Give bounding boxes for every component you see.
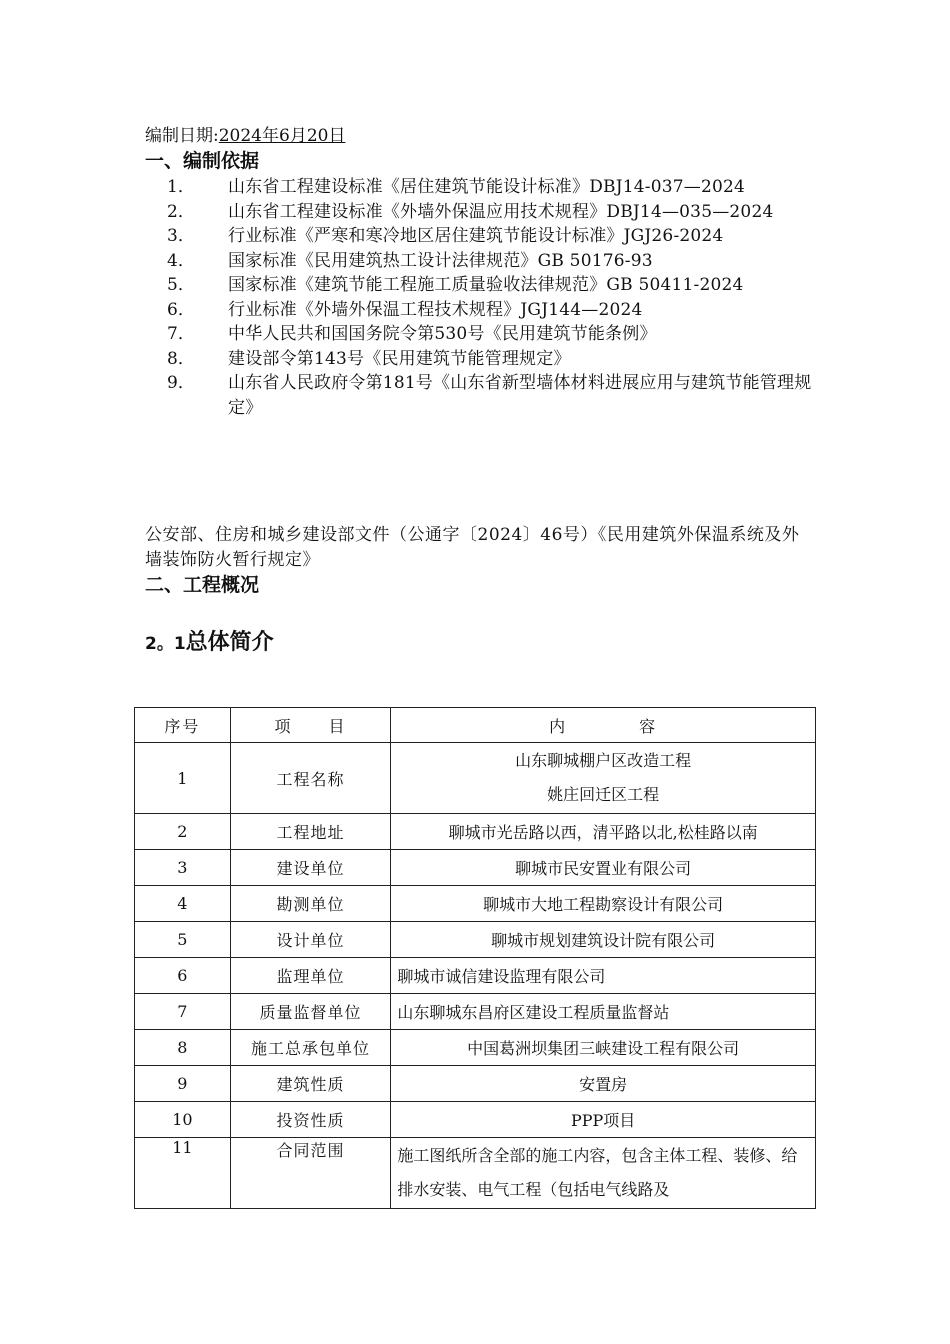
header-no: 序号	[135, 708, 231, 743]
project-overview-table	[134, 707, 816, 1209]
cell-content: 聊城市诚信建设监理有限公司	[391, 958, 816, 994]
table-header-row	[135, 708, 816, 743]
list-item-number: 6．	[167, 299, 195, 320]
cell-no: 7	[135, 994, 231, 1030]
cell-item: 建筑性质	[230, 1066, 391, 1102]
cell-item: 合同范围	[230, 1138, 391, 1209]
list-item	[145, 249, 815, 274]
subsection-title	[145, 628, 274, 659]
list-item-number: 1．	[167, 177, 195, 197]
list-item	[145, 224, 815, 249]
cell-content: 中国葛洲坝集团三峡建设工程有限公司	[391, 1030, 816, 1066]
list-item	[145, 273, 815, 298]
subsection-number: 2。1	[145, 634, 186, 654]
list-item-text: 山东省工程建设标准《居住建筑节能设计标准》DBJ14-037—2024	[228, 177, 746, 197]
list-item	[145, 298, 815, 323]
list-item-number: 5．	[167, 275, 195, 295]
cell-no: 8	[135, 1030, 231, 1066]
cell-item: 投资性质	[230, 1102, 391, 1138]
compile-date	[145, 125, 345, 147]
cell-content: PPP项目	[391, 1102, 816, 1138]
cell-no: 4	[135, 886, 231, 922]
cell-item: 监理单位	[230, 958, 391, 994]
header-item: 项 目	[230, 708, 391, 743]
cell-no: 11	[135, 1138, 231, 1209]
list-item-text: 山东省人民政府令第181号《山东省新型墙体材料进展应用与建筑节能管理规定》	[228, 373, 812, 418]
basis-list	[145, 175, 815, 420]
list-item-text: 山东省工程建设标准《外墙外保温应用技术规程》DBJ14—035—2024	[228, 201, 774, 222]
list-item-number: 4．	[167, 250, 195, 271]
list-item-text: 国家标准《民用建筑热工设计法律规范》GB 50176-93	[228, 250, 653, 271]
list-item	[145, 200, 815, 225]
list-item-text: 建设部令第143号《民用建筑节能管理规定》	[228, 348, 571, 369]
cell-content-line: 姚庄回迁区工程	[547, 785, 660, 804]
section-title-overview: 二、工程概况	[145, 574, 260, 596]
header-content: 内 容	[391, 708, 816, 743]
cell-content: 施工图纸所含全部的施工内容，包含主体工程、装修、给排水安装、电气工程（包括电气线路及	[391, 1138, 816, 1209]
table-row	[135, 958, 816, 994]
list-item	[145, 322, 815, 347]
list-item-text: 中华人民共和国国务院令第530号《民用建筑节能条例》	[228, 324, 657, 344]
compile-date-label: 编制日期:	[145, 126, 219, 146]
cell-item: 质量监督单位	[230, 994, 391, 1030]
table-row	[135, 1066, 816, 1102]
table-row	[135, 1102, 816, 1138]
cell-content: 聊城市大地工程勘察设计有限公司	[391, 886, 816, 922]
cell-no: 3	[135, 850, 231, 886]
cell-no: 5	[135, 922, 231, 958]
cell-item: 设计单位	[230, 922, 391, 958]
table-row	[135, 814, 816, 850]
list-item-number: 9．	[167, 373, 195, 393]
cell-no: 2	[135, 814, 231, 850]
table-row	[135, 1138, 816, 1209]
cell-content-line: 山东聊城棚户区改造工程	[515, 751, 692, 770]
list-item	[145, 175, 815, 200]
compile-date-value: 2024年6月20日	[218, 126, 346, 146]
fire-safety-notice: 公安部、住房和城乡建设部文件（公通字〔2024〕46号）《民用建筑外保温系统及外墙装饰防火暂行规定》	[145, 525, 800, 570]
cell-content: 聊城市光岳路以西，清平路以北,松桂路以南	[391, 814, 816, 850]
list-item-text: 行业标准《外墙外保温工程技术规程》JGJ144—2024	[228, 299, 643, 320]
table-row	[135, 994, 816, 1030]
cell-item: 工程名称	[230, 743, 391, 814]
subsection-heading: 总体简介	[185, 630, 274, 655]
table-row	[135, 886, 816, 922]
cell-no: 1	[135, 743, 231, 814]
list-item	[145, 371, 815, 420]
cell-item: 勘测单位	[230, 886, 391, 922]
list-item	[145, 347, 815, 372]
cell-content: 聊城市规划建筑设计院有限公司	[391, 922, 816, 958]
cell-item: 建设单位	[230, 850, 391, 886]
list-item-number: 7．	[167, 324, 195, 344]
list-item-text: 行业标准《严寒和寒冷地区居住建筑节能设计标准》JGJ26-2024	[228, 226, 724, 246]
cell-no: 6	[135, 958, 231, 994]
list-item-text: 国家标准《建筑节能工程施工质量验收法律规范》GB 50411-2024	[228, 275, 744, 295]
table-row	[135, 1030, 816, 1066]
cell-no: 9	[135, 1066, 231, 1102]
list-item-number: 8．	[167, 348, 195, 369]
cell-no: 10	[135, 1102, 231, 1138]
cell-content	[391, 743, 816, 814]
table-row	[135, 922, 816, 958]
list-item-number: 3．	[167, 226, 195, 246]
table-row	[135, 743, 816, 814]
cell-content: 安置房	[391, 1066, 816, 1102]
list-item-number: 2．	[167, 201, 195, 222]
cell-item: 工程地址	[230, 814, 391, 850]
table-row	[135, 850, 816, 886]
cell-item: 施工总承包单位	[230, 1030, 391, 1066]
cell-content: 山东聊城东昌府区建设工程质量监督站	[391, 994, 816, 1030]
cell-content: 聊城市民安置业有限公司	[391, 850, 816, 886]
section-title-basis: 一、编制依据	[145, 150, 260, 172]
